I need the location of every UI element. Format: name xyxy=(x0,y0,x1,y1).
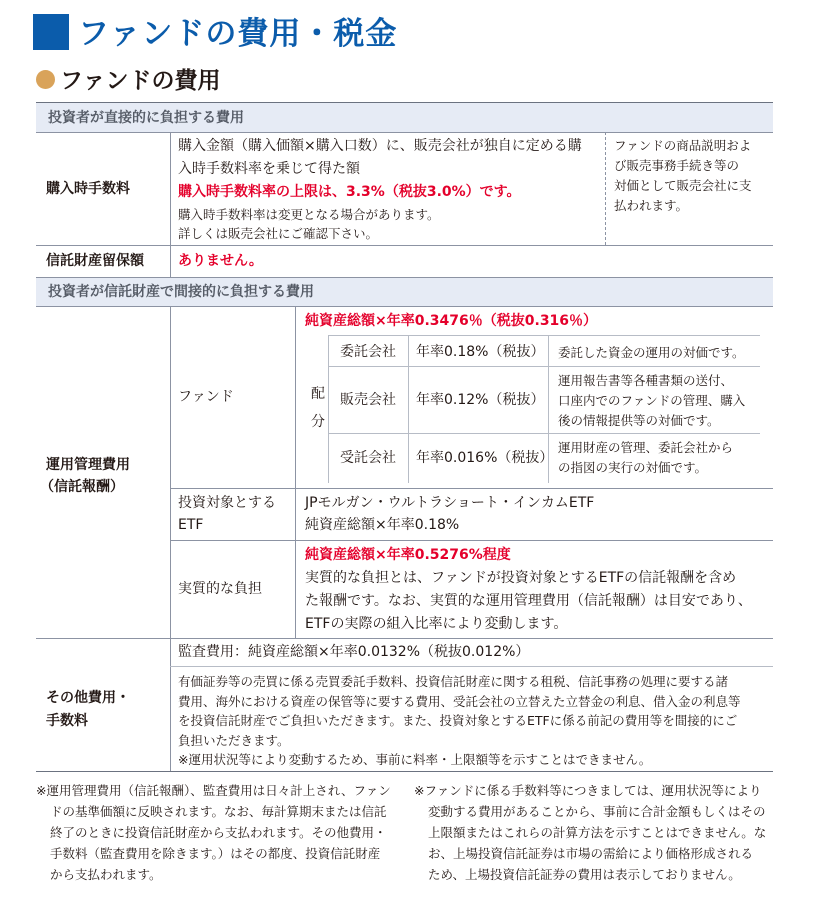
purchase-fee-text: 購入金額（購入価額×購入口数）に、販売会社が独自に定める購 xyxy=(178,138,582,154)
divider xyxy=(170,306,171,638)
title-square-icon xyxy=(33,14,69,50)
effective-burden-text: た報酬です。なお、実質的な運用管理費用（信託報酬）は目安であり、 xyxy=(305,593,752,609)
divider xyxy=(36,306,773,307)
purchase-fee-note: 詳しくは販売会社にご確認下さい。 xyxy=(178,226,379,241)
text-line: 有価証券等の売買に係る売買委託手数料、投資信託財産に関する租税、信託事務の処理に要する諸 xyxy=(178,674,729,689)
direct-cost-band: 投資者が直接的に負担する費用 xyxy=(36,103,773,132)
etf-label: 投資対象とする xyxy=(178,495,276,511)
divider xyxy=(605,132,606,245)
side-note-line: 払われます。 xyxy=(614,198,689,213)
divider xyxy=(36,638,773,639)
divider xyxy=(170,666,773,667)
alloc-desc xyxy=(558,371,745,431)
side-note-line: び販売事務手続き等の xyxy=(614,158,740,173)
purchase-fee-note: 購入時手数料率は変更となる場合があります。 xyxy=(178,207,440,222)
mgmt-fee-label: （信託報酬） xyxy=(40,479,124,495)
footnote-line: ※運用管理費用（信託報酬）、監査費用は日々計上され、ファン xyxy=(36,783,391,798)
allocation-label: 配 xyxy=(311,386,325,402)
audit-fee: 監査費用：純資産総額×年率0.0132%（税抜0.012%） xyxy=(178,644,530,660)
divider xyxy=(36,132,773,133)
divider xyxy=(170,488,773,489)
divider xyxy=(170,132,171,245)
divider xyxy=(36,245,773,246)
purchase-fee-label: 購入時手数料 xyxy=(46,181,130,197)
desc-line: 運用財産の管理、委託会社から xyxy=(558,440,734,455)
table-bottom-rule xyxy=(36,771,773,772)
desc-line: の指図の実行の対価です。 xyxy=(558,460,708,475)
desc-line: 後の情報提供等の対価です。 xyxy=(558,413,720,428)
effective-burden-rate: 純資産総額×年率0.5276%程度 xyxy=(305,547,511,563)
footnote-line: ※ファンドに係る手数料等につきましては、運用状況等により xyxy=(414,783,762,798)
divider xyxy=(295,488,296,540)
other-fees-label: 手数料 xyxy=(46,713,88,729)
text-line: を投資信託財産でご負担いただきます。また、投資対象とするETFに係る前記の費用等を間接的にご xyxy=(178,713,738,728)
text-line: 負担いただきます。 xyxy=(178,732,290,748)
footnote-right xyxy=(414,780,766,885)
footnote-left xyxy=(36,780,391,885)
other-fees-label: その他費用・ xyxy=(46,690,130,706)
fund-total-rate: 純資産総額×年率0.3476％（税抜0.316％） xyxy=(305,313,598,329)
etf-rate: 純資産総額×年率0.18% xyxy=(305,517,460,533)
text-line: 費用、海外における資産の保管等に要する費用、受託会社の立替えた立替金の利息、借入金の利息等 xyxy=(178,693,741,709)
indirect-cost-band: 投資者が信託財産で間接的に負担する費用 xyxy=(36,278,773,306)
effective-burden-label: 実質的な負担 xyxy=(178,581,262,597)
footnote-line: ドの基準価額に反映されます。なお、毎計算期末または信託 xyxy=(50,804,387,819)
alloc-desc: 委託した資金の運用の対価です。 xyxy=(558,345,745,360)
effective-burden-text: 実質的な負担とは、ファンドが投資対象とするETFの信託報酬を含め xyxy=(305,570,737,586)
alloc-desc xyxy=(558,438,733,478)
bullet-circle-icon xyxy=(36,70,55,89)
retention-value: ありません。 xyxy=(178,253,263,269)
allocation-label: 分 xyxy=(311,414,325,430)
footnote-line: お、上場投資信託証券は市場の需給により価格形成される xyxy=(428,846,754,861)
divider xyxy=(170,245,171,277)
page-title: ファンドの費用・税金 xyxy=(78,16,398,52)
divider xyxy=(295,306,296,488)
mgmt-fee-label: 運用管理費用 xyxy=(46,457,130,473)
divider xyxy=(328,433,760,434)
purchase-fee-text: 入時手数料率を乗じて得た額 xyxy=(178,161,360,177)
alloc-company: 委託会社 xyxy=(340,344,396,360)
side-note-line: ファンドの商品説明およ xyxy=(614,138,752,153)
divider xyxy=(170,638,171,771)
purchase-fee-side-note xyxy=(614,136,752,216)
section-subtitle: ファンドの費用 xyxy=(60,68,221,94)
alloc-company: 販売会社 xyxy=(340,392,396,408)
divider xyxy=(295,540,296,638)
footnote-line: ため、上場投資信託証券の費用は表示しておりません。 xyxy=(428,867,741,882)
footnote-line: 変動する費用があることから、事前に合計金額もしくはその xyxy=(428,804,766,819)
footnote-line: 終了のときに投資信託財産から支払われます。その他費用・ xyxy=(50,825,387,840)
desc-line: 運用報告書等各種書類の送付、 xyxy=(558,373,734,388)
alloc-rate: 年率0.18%（税抜） xyxy=(416,344,545,360)
etf-name: JPモルガン・ウルトラショート・インカムETF xyxy=(305,495,595,511)
fund-label: ファンド xyxy=(178,389,234,405)
side-note-line: 対価として販売会社に支 xyxy=(614,178,752,193)
divider xyxy=(408,335,409,483)
divider xyxy=(328,335,329,483)
retention-label: 信託財産留保額 xyxy=(46,253,144,269)
footnote-line: 手数料（監査費用を除きます。）はその都度、投資信託財産 xyxy=(50,846,381,861)
alloc-rate: 年率0.12%（税抜） xyxy=(416,392,545,408)
desc-line: 口座内でのファンドの管理、購入 xyxy=(558,393,746,408)
alloc-rate: 年率0.016%（税抜） xyxy=(416,450,554,466)
effective-burden-text: ETFの実際の組入比率により変動します。 xyxy=(305,616,568,632)
purchase-fee-cap: 購入時手数料率の上限は、3.3%（税抜3.0%）です。 xyxy=(178,184,521,200)
divider xyxy=(328,366,760,367)
text-line: ※運用状況等により変動するため、事前に料率・上限額等を示すことはできません。 xyxy=(178,752,652,767)
divider xyxy=(170,540,773,541)
divider xyxy=(328,335,760,336)
etf-label: ETF xyxy=(178,517,204,533)
alloc-company: 受託会社 xyxy=(340,450,396,466)
footnote-line: から支払われます。 xyxy=(50,867,162,882)
other-fees-text xyxy=(178,672,741,770)
footnote-line: 上限額またはこれらの計算方法を示すことはできません。な xyxy=(428,825,767,840)
